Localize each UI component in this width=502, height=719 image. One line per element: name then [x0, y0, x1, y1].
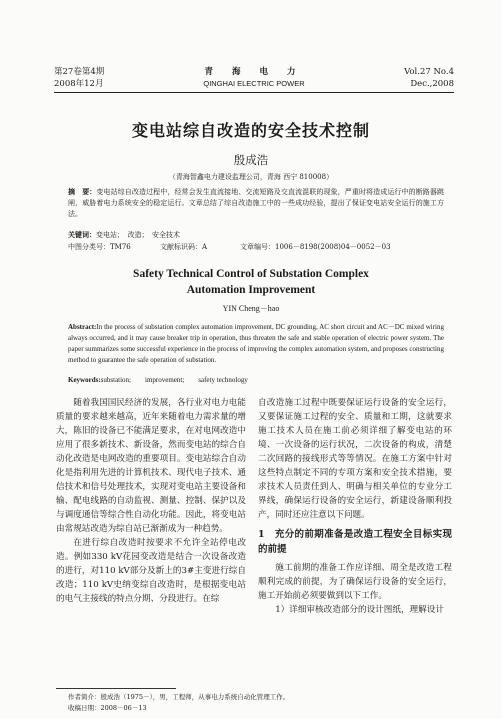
- abstract-en-text: In the process of substation complex automation improvement, DC grounding, AC short circuit and AC－DC mixed wiring always occurred, and it may cause breaker trip in operation, thus threaten the safe and stable operation of electric power system. The paper summarizes some successful experience in the process of improving the complex automation system, and proposes constructing method to guarantee the safe operation of substation.: [68, 323, 444, 364]
- abstract-en: [68, 322, 444, 366]
- article-number: 文章编号：1006－8198(2008)04－0052－03: [240, 243, 391, 251]
- classification-line: [68, 242, 398, 252]
- abstract-en-label: Abstract:: [68, 323, 97, 331]
- keywords-en: [68, 375, 248, 385]
- abstract-cn-label: 摘 要：: [68, 187, 97, 196]
- paper-title-en: [0, 266, 502, 298]
- body-paragraph: 施工前期的准备工作应详细、周全是改造工程顺利完成的前提，为了确保运行设备的安全运行，施工开始前必须要做到以下工作。: [258, 563, 452, 601]
- title-en-line1: Safety Technical Control of Substation Complex: [133, 268, 369, 280]
- affiliation-cn: （青海智鑫电力建设监理公司，青海 西宁 810008）: [168, 173, 334, 181]
- keywords-cn-label: 关键词：: [68, 230, 96, 239]
- journal-name-en: QINGHAI ELECTRIC POWER: [203, 79, 305, 88]
- volume-en: Vol.27 No.4: [404, 67, 454, 77]
- body-column-right: [258, 396, 452, 617]
- footnote-received-date: 收稿日期：2008－06－13: [68, 704, 147, 712]
- body-paragraph: 自改造施工过程中既要保证运行设备的安全运行，又要保证施工过程的安全、质量和工期，这就要求施工技术人员在施工前必须详细了解变电站的环境、一次设备的运行状况，二次设备的构成，清楚二次回路的接线形式等等情况。在施工方案中针对这些特点制定不同的专项方案和安全技术措施，要求技术人员责任到人、明确与相关单位的专业分工界线，确保运行设备的安全运行，新建设备顺利投产，同时还应注意以下问题。: [258, 398, 452, 520]
- volume-cn: 第27卷第4期: [54, 67, 105, 77]
- document-code: 文献标识码：A: [160, 243, 208, 251]
- footnote: [68, 692, 289, 714]
- keywords-cn-text: 变电站； 改造； 安全技术: [96, 231, 180, 239]
- title-en-line2: Automation Improvement: [186, 284, 316, 296]
- abstract-cn: [68, 186, 444, 220]
- header-right: [404, 66, 454, 90]
- header-center: [54, 66, 454, 90]
- keywords-en-label: Keywords:: [68, 376, 101, 384]
- body-paragraph: 随着我国国民经济的发展，各行业对电力电能质量的要求越来越高，近年来随着电力需求量的增大，陈旧的设备已不能满足要求，在对电网改造中应用了很多新技术、新设备，然而变电站的综合自动化改造是电网改造的重要项目。变电站综合自动化是指利用先进的计算机技术、现代电子技术、通信技术和信号处理技术，实现对变电站主要设备和输、配电线路的自动监视、测量、控制、保护以及与调度通信等综合性自动化功能。因此，将变电站由常规站改造为综自站已渐渐成为一种趋势。: [56, 398, 246, 534]
- author-en: YIN Cheng－hao: [222, 304, 280, 313]
- body-column-left: [56, 396, 246, 606]
- date-en: Dec.,2008: [410, 79, 454, 89]
- running-header: [54, 66, 454, 98]
- section-heading: 1 充分的前期准备是改造工程安全目标实现的前提: [258, 529, 452, 555]
- abstract-cn-text: 变电站综自改造过程中，经常会发生直流接地、交流短路及交直流混联的现象，严重时将造成运行中的断路器跳闸，威胁着电力系统安全的稳定运行。文章总结了综自改造施工中的一些成功经验，提出了保证变电站安全运行的施工方法。: [68, 188, 445, 218]
- footnote-rule: [56, 688, 176, 689]
- header-rule: [54, 92, 454, 93]
- author-cn: 殷成浩: [233, 153, 269, 167]
- body-paragraph: 1）详细审核改造部分的设计图纸，理解设计: [275, 605, 444, 615]
- keywords-en-text: substation; improvement; safety technology: [100, 376, 248, 384]
- clc-number: 中图分类号：TM76: [68, 243, 131, 251]
- body-paragraph: 在进行综自改造时按要求不允许全站停电改造。例如330 kV花园变改造是结合一次设备改造的进行，对110 kV部分及新上的3#主变进行综自改造；110 kV史纳变综自改造时，是根据变电站的电气主接线的特点分期、分段进行。在综: [56, 538, 246, 604]
- keywords-cn: [68, 230, 180, 240]
- footnote-author-info: 作者简介：殷成浩（1975－），男，工程师，从事电力系统自动化管理工作。: [68, 693, 290, 701]
- date-cn: 2008年12月: [54, 79, 104, 89]
- journal-name-cn: 青 海 电 力: [204, 67, 304, 77]
- paper-title-cn: 变电站综自改造的安全技术控制: [131, 121, 370, 140]
